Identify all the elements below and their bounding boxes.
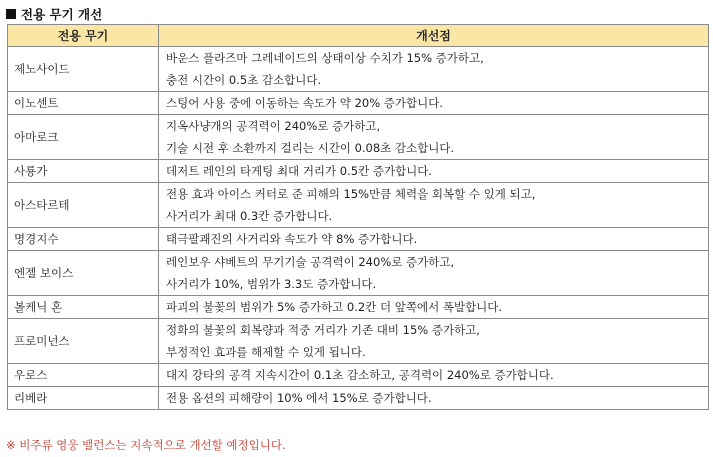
- improvement-line: 대지 강타의 공격 지속시간이 0.1초 감소하고, 공격력이 240%로 증가합니다.: [166, 368, 554, 382]
- table-row: [8, 228, 709, 251]
- section-heading: [6, 5, 102, 23]
- section-heading-text: 전용 무기 개선: [21, 7, 103, 22]
- square-bullet-icon: [6, 9, 16, 19]
- improvement-line: 전용 효과 아이스 커터로 준 피해의 15%만큼 체력을 회복할 수 있게 되고,: [166, 187, 536, 201]
- improvement-line: 레인보우 샤베트의 무기기술 공격력이 240%로 증가하고,: [166, 255, 455, 269]
- table-row: [8, 160, 709, 183]
- weapon-name: 볼케닉 혼: [8, 296, 159, 319]
- improvement-cell: [159, 364, 709, 387]
- table-row: [8, 47, 709, 92]
- table-row: [8, 296, 709, 319]
- weapon-name: 아스타르테: [8, 183, 159, 228]
- improvement-line: 데저트 레인의 타게팅 최대 거리가 0.5칸 증가합니다.: [166, 164, 433, 178]
- table-row: [8, 251, 709, 296]
- improvement-cell: [159, 47, 709, 92]
- table-row: [8, 387, 709, 410]
- improvement-line: 파괴의 불꽃의 범위가 5% 증가하고 0.2칸 더 앞쪽에서 폭발합니다.: [166, 300, 503, 314]
- column-header-weapon: 전용 무기: [8, 25, 159, 47]
- table-row: [8, 115, 709, 160]
- weapon-name: 리베라: [8, 387, 159, 410]
- improvement-cell: [159, 115, 709, 160]
- improvement-line: 충전 시간이 0.5초 감소합니다.: [166, 73, 322, 87]
- weapon-name: 우로스: [8, 364, 159, 387]
- table-row: [8, 319, 709, 364]
- improvement-line: 기술 시전 후 소환까지 걸리는 시간이 0.08초 감소합니다.: [166, 141, 455, 155]
- improvement-cell: [159, 92, 709, 115]
- improvement-line: 정화의 불꽃의 회복량과 적중 거리가 기존 대비 15% 증가하고,: [166, 323, 480, 337]
- improvement-line: 스팅어 사용 중에 이동하는 속도가 약 20% 증가합니다.: [166, 96, 443, 110]
- weapon-name: 명경지수: [8, 228, 159, 251]
- improvement-line: 전용 옵션의 피해량이 10% 에서 15%로 증가합니다.: [166, 391, 432, 405]
- weapon-name: 프로미넌스: [8, 319, 159, 364]
- improvement-cell: [159, 183, 709, 228]
- weapon-name: 사룡가: [8, 160, 159, 183]
- weapon-name: 이노센트: [8, 92, 159, 115]
- weapon-improvement-table: [7, 24, 709, 410]
- improvement-line: 부정적인 효과를 해제할 수 있게 됩니다.: [166, 345, 366, 359]
- improvement-cell: [159, 160, 709, 183]
- improvement-cell: [159, 387, 709, 410]
- table-row: [8, 364, 709, 387]
- footnote: ※ 비주류 영웅 밸런스는 지속적으로 개선할 예정입니다.: [6, 438, 286, 452]
- weapon-name: 아마로크: [8, 115, 159, 160]
- table-row: [8, 92, 709, 115]
- improvement-line: 지옥사냥개의 공격력이 240%로 증가하고,: [166, 119, 381, 133]
- table-header-row: [8, 25, 709, 47]
- improvement-line: 사거리가 10%, 범위가 3.3도 증가합니다.: [166, 277, 377, 291]
- table-row: [8, 183, 709, 228]
- column-header-improvement: 개선점: [159, 25, 709, 47]
- improvement-cell: [159, 296, 709, 319]
- improvement-line: 태극팔괘진의 사거리와 속도가 약 8% 증가합니다.: [166, 232, 418, 246]
- improvement-cell: [159, 251, 709, 296]
- improvement-cell: [159, 228, 709, 251]
- improvement-cell: [159, 319, 709, 364]
- weapon-name: 엔젤 보이스: [8, 251, 159, 296]
- improvement-line: 바운스 플라즈마 그레네이드의 상태이상 수치가 15% 증가하고,: [166, 51, 484, 65]
- improvement-line: 사거리가 최대 0.3칸 증가합니다.: [166, 209, 333, 223]
- weapon-name: 제노사이드: [8, 47, 159, 92]
